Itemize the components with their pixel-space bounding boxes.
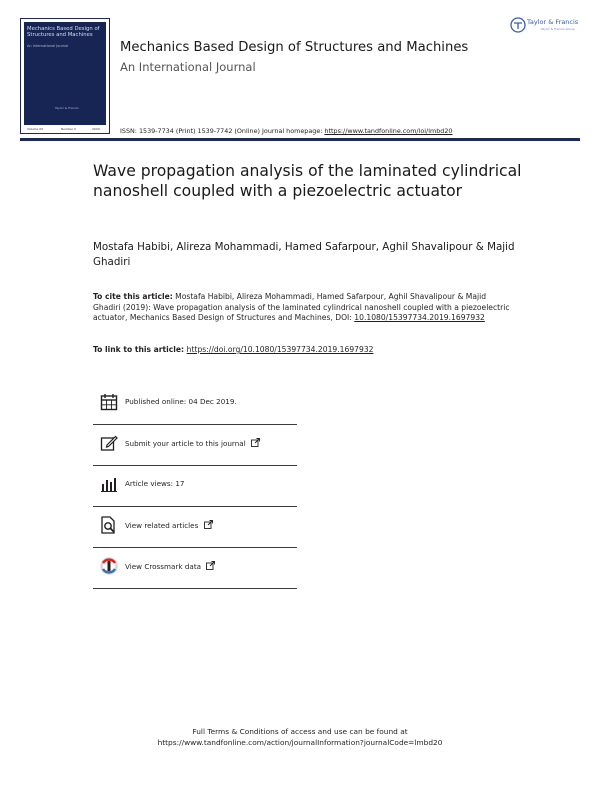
crossmark-text: View Crossmark data xyxy=(125,562,202,571)
link-label: To link to this article: xyxy=(93,345,187,354)
cover-publisher-mark: Taylor & Francis xyxy=(55,106,79,110)
calendar-icon xyxy=(100,393,118,411)
cover-panel xyxy=(24,22,106,125)
article-url-link[interactable]: https://doi.org/10.1080/15397734.2019.1697932 xyxy=(186,345,374,354)
crossmark-link[interactable] xyxy=(125,561,215,571)
edit-icon xyxy=(100,434,118,452)
header-divider xyxy=(20,138,580,141)
external-link-icon xyxy=(251,438,260,447)
footer-terms-text: Full Terms & Conditions of access and use can be found at xyxy=(192,727,408,736)
divider xyxy=(93,588,297,589)
journal-subtitle: An International Journal xyxy=(120,60,256,74)
publisher-logo-subtext: Taylor & Francis Group xyxy=(541,27,575,31)
journal-title: Mechanics Based Design of Structures and Machines xyxy=(120,40,469,55)
crossmark-icon xyxy=(100,557,118,575)
related-articles-link[interactable] xyxy=(125,520,213,530)
cover-subtitle: An International Journal xyxy=(27,44,69,48)
related-articles-text: View related articles xyxy=(125,521,199,530)
divider xyxy=(93,547,297,548)
publisher-logo-icon xyxy=(510,17,526,33)
issn-line xyxy=(120,127,452,135)
article-title: Wave propagation analysis of the laminated cylindrical nanoshell coupled with a piezoelectric actuator xyxy=(93,162,522,200)
journal-homepage-link[interactable]: https://www.tandfonline.com/loi/lmbd20 xyxy=(324,127,453,135)
external-link-icon xyxy=(204,520,213,529)
cover-title: Mechanics Based Design of Structures and Machines xyxy=(27,26,100,38)
bar-chart-icon xyxy=(100,475,118,493)
footer xyxy=(0,726,600,748)
cover-year: 20XX xyxy=(92,127,100,131)
document-search-icon xyxy=(100,516,118,534)
divider xyxy=(93,424,297,425)
cover-volume: Volume XX xyxy=(27,127,44,131)
submit-article-text: Submit your article to this journal xyxy=(125,439,246,448)
footer-terms-link[interactable]: https://www.tandfonline.com/action/journalInformation?journalCode=lmbd20 xyxy=(157,738,443,747)
citation-block xyxy=(93,292,513,324)
doi-link[interactable]: 10.1080/15397734.2019.1697932 xyxy=(354,313,485,323)
divider xyxy=(93,506,297,507)
article-views-text: Article views: 17 xyxy=(125,479,185,488)
published-date-text: Published online: 04 Dec 2019. xyxy=(125,397,237,406)
publisher-logo-text: Taylor & Francis xyxy=(527,18,579,26)
citation-label: To cite this article: xyxy=(93,292,173,301)
citation-text: Mostafa Habibi, Alireza Mohammadi, Hamed Safarpour, Aghil Shavalipour & Majid Ghadiri (2019): Wave propagation analysis of the laminated cylindrical nanoshell coupled with a piezoelectric actuator, Mechanics Based Design of Structures and Machines, DOI: xyxy=(93,292,510,323)
external-link-icon xyxy=(206,561,215,570)
link-block xyxy=(93,345,373,354)
divider xyxy=(93,465,297,466)
submit-article-link[interactable] xyxy=(125,438,260,448)
journal-cover-image xyxy=(20,18,110,134)
article-authors: Mostafa Habibi, Alireza Mohammadi, Hamed Safarpour, Aghil Shavalipour & Majid Ghadiri xyxy=(93,241,515,268)
issn-text: ISSN: 1539-7734 (Print) 1539-7742 (Online) Journal homepage: xyxy=(120,127,325,135)
cover-number: Number X xyxy=(61,127,77,131)
